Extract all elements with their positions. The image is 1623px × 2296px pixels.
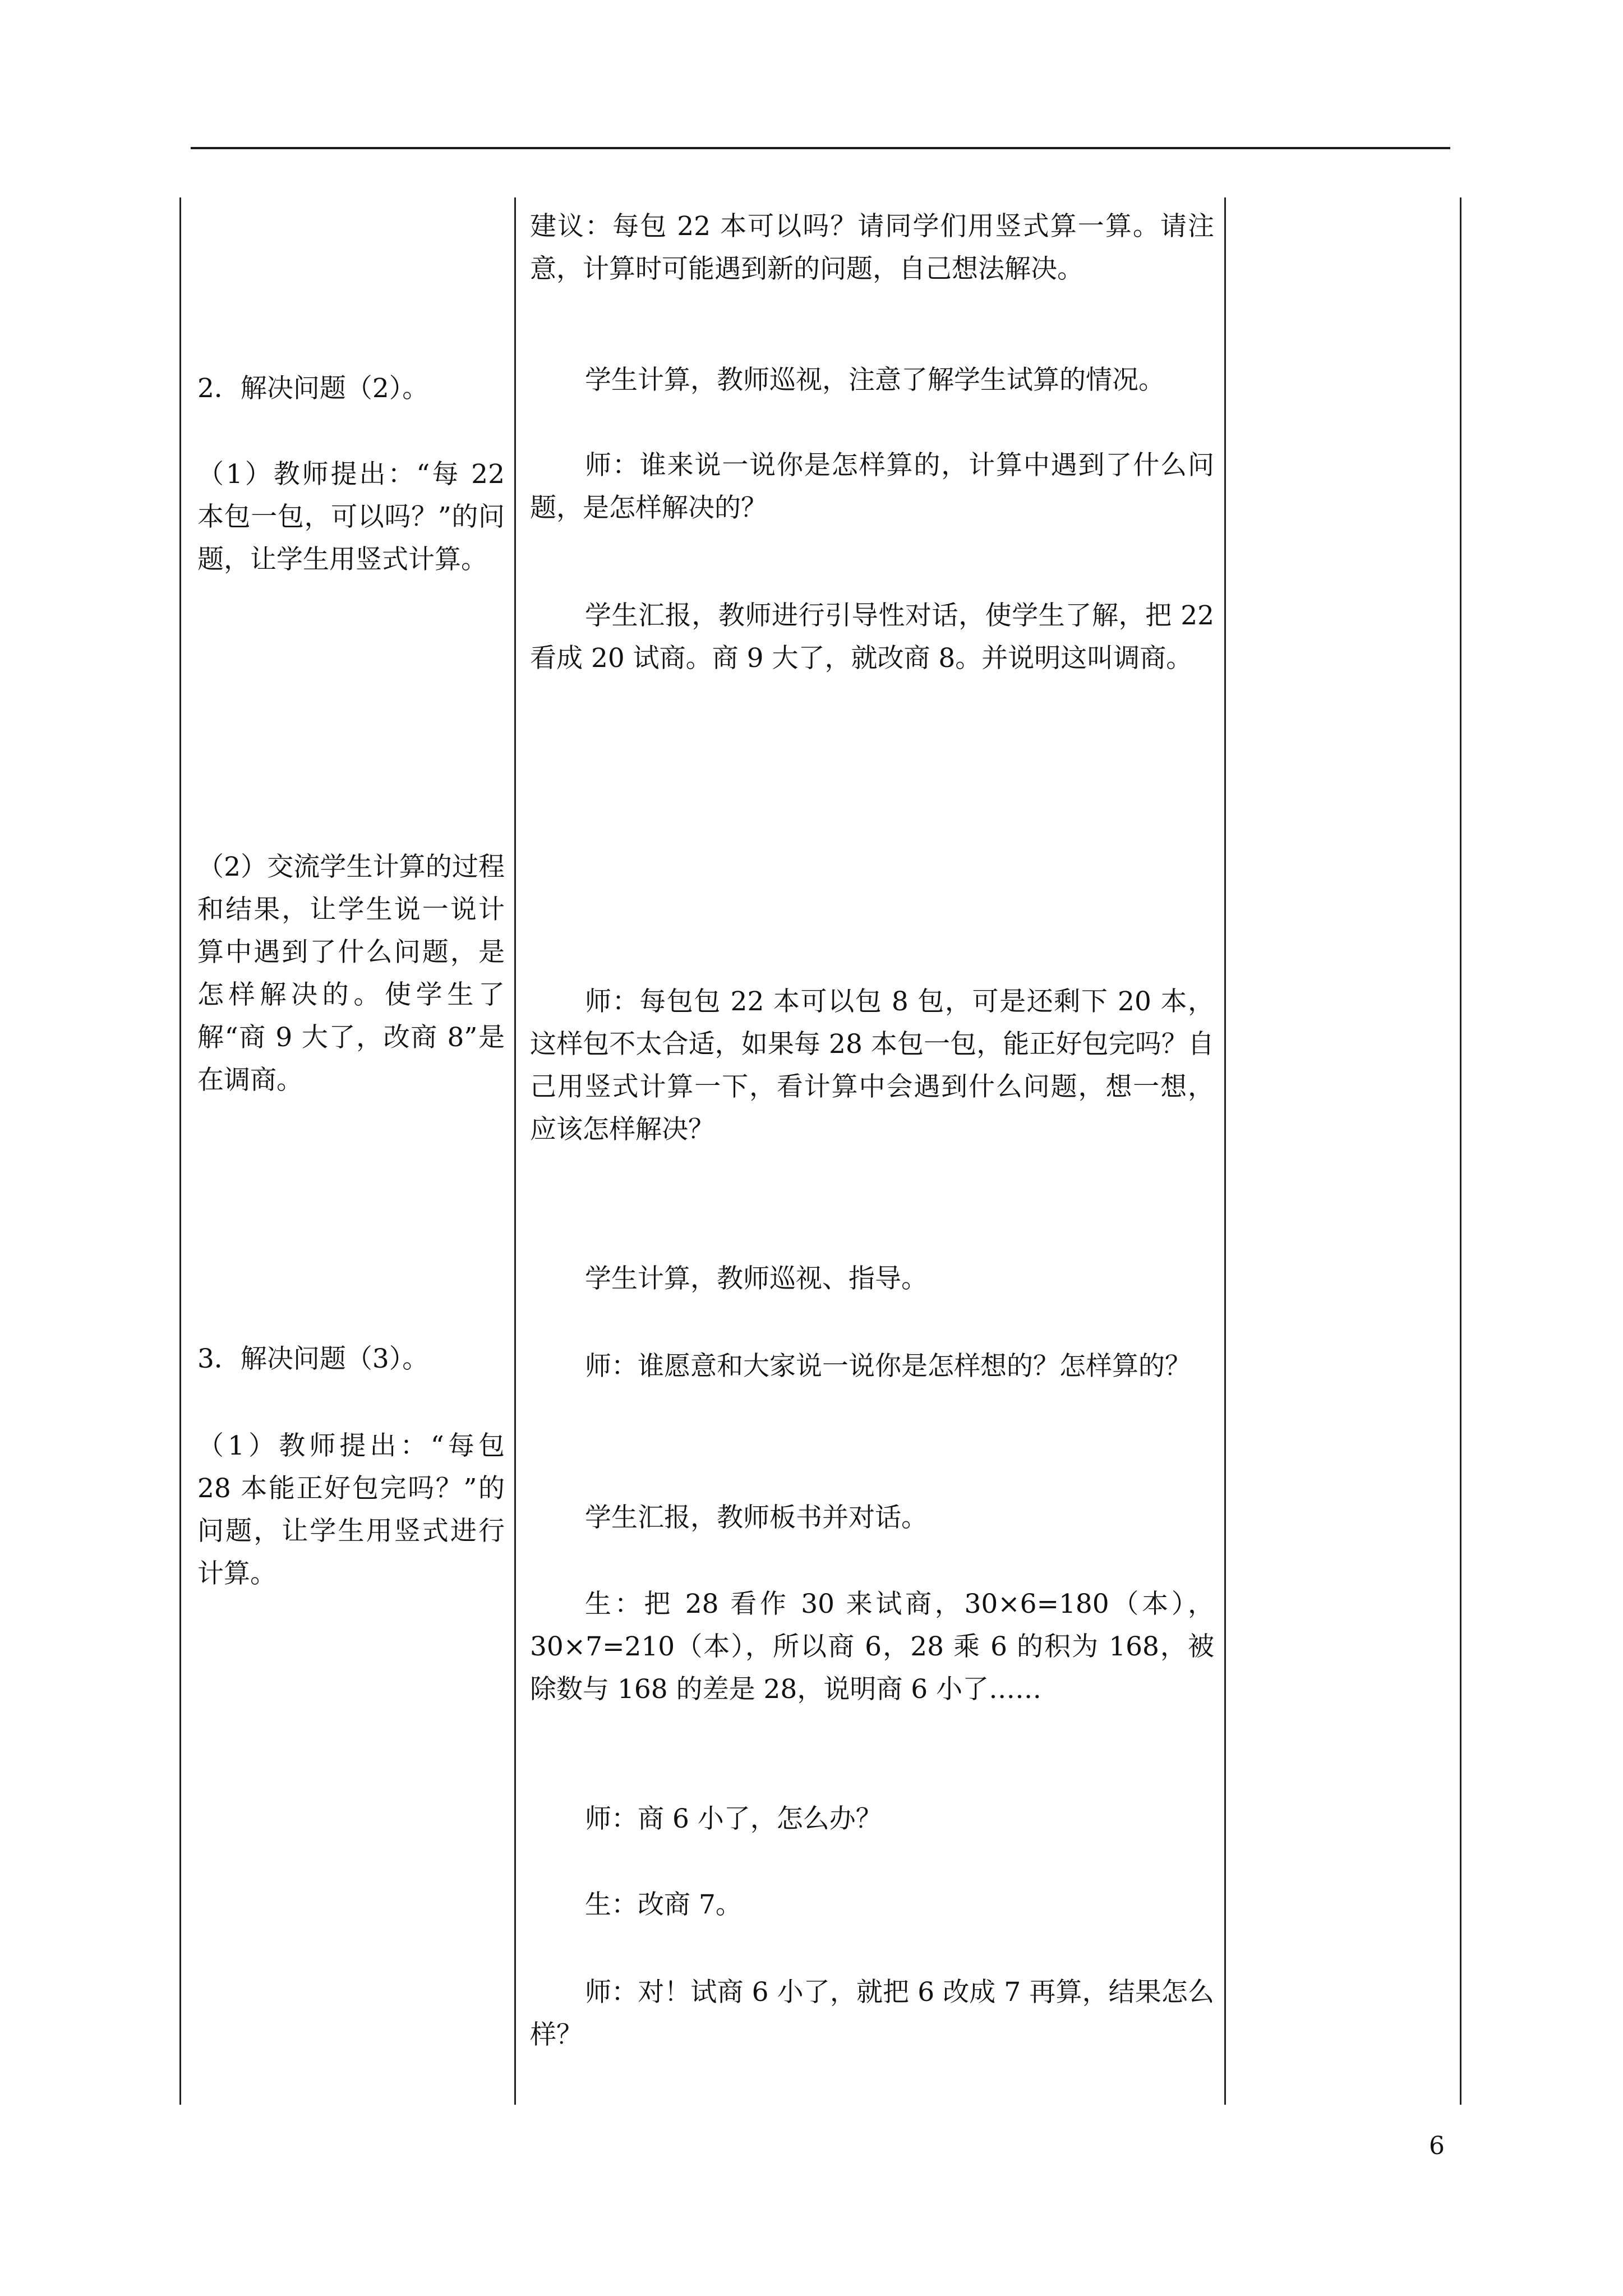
mid-paragraph-11: 生：改商 7。	[585, 1889, 742, 1920]
page-number: 6	[1429, 2132, 1445, 2160]
mid-paragraph-3: 师：谁来说一说你是怎样算的，计算中遇到了什么问题，是怎样解决的？	[530, 450, 1214, 523]
mid-paragraph-8: 学生汇报，教师板书并对话。	[585, 1502, 928, 1533]
mid-paragraph-1: 建议：每包 22 本可以吗？请同学们用竖式算一算。请注意，计算时可能遇到新的问题，自己想法解决。	[530, 211, 1214, 284]
left-paragraph-3: （1）教师提出：“每包 28 本能正好包完吗？”的问题，让学生用竖式进行计算。	[197, 1430, 505, 1589]
section-heading-3: 3．解决问题（3）。	[197, 1343, 429, 1374]
section-heading-2: 2．解决问题（2）。	[197, 373, 429, 404]
mid-paragraph-10: 师：商 6 小了，怎么办？	[585, 1803, 882, 1834]
mid-paragraph-9: 生：把 28 看作 30 来试商，30×6=180（本），30×7=210（本），所以商 6，28 乘 6 的积为 168，被除数与 168 的差是 28，说明商 6 小了……	[530, 1589, 1214, 1705]
left-paragraph-1: （1）教师提出：“每 22 本包一包，可以吗？”的问题，让学生用竖式计算。	[197, 459, 505, 575]
mid-paragraph-2: 学生计算，教师巡视，注意了解学生试算的情况。	[585, 365, 1165, 395]
table-column-divider-1	[514, 197, 516, 2105]
left-paragraph-2: （2）交流学生计算的过程和结果，让学生说一说计算中遇到了什么问题，是怎样解决的。使学生了解“商 9 大了，改商 8”是在调商。	[197, 852, 505, 1096]
mid-paragraph-6: 学生计算，教师巡视、指导。	[585, 1263, 928, 1294]
mid-paragraph-4: 学生汇报，教师进行引导性对话，使学生了解，把 22 看成 20 试商。商 9 大了，就改商 8。并说明这叫调商。	[530, 600, 1214, 674]
header-rule	[191, 147, 1450, 149]
table-border-right	[1460, 197, 1461, 2105]
mid-paragraph-12: 师：对！试商 6 小了，就把 6 改成 7 再算，结果怎么样？	[530, 1977, 1214, 2050]
table-column-divider-2	[1224, 197, 1226, 2105]
mid-paragraph-7: 师：谁愿意和大家说一说你是怎样想的？怎样算的？	[585, 1351, 1191, 1382]
table-border-left	[179, 197, 181, 2105]
mid-paragraph-5: 师：每包包 22 本可以包 8 包，可是还剩下 20 本，这样包不太合适，如果每 28 本包一包，能正好包完吗？自己用竖式计算一下，看计算中会遇到什么问题，想一想，应该怎样解决？	[530, 986, 1214, 1145]
